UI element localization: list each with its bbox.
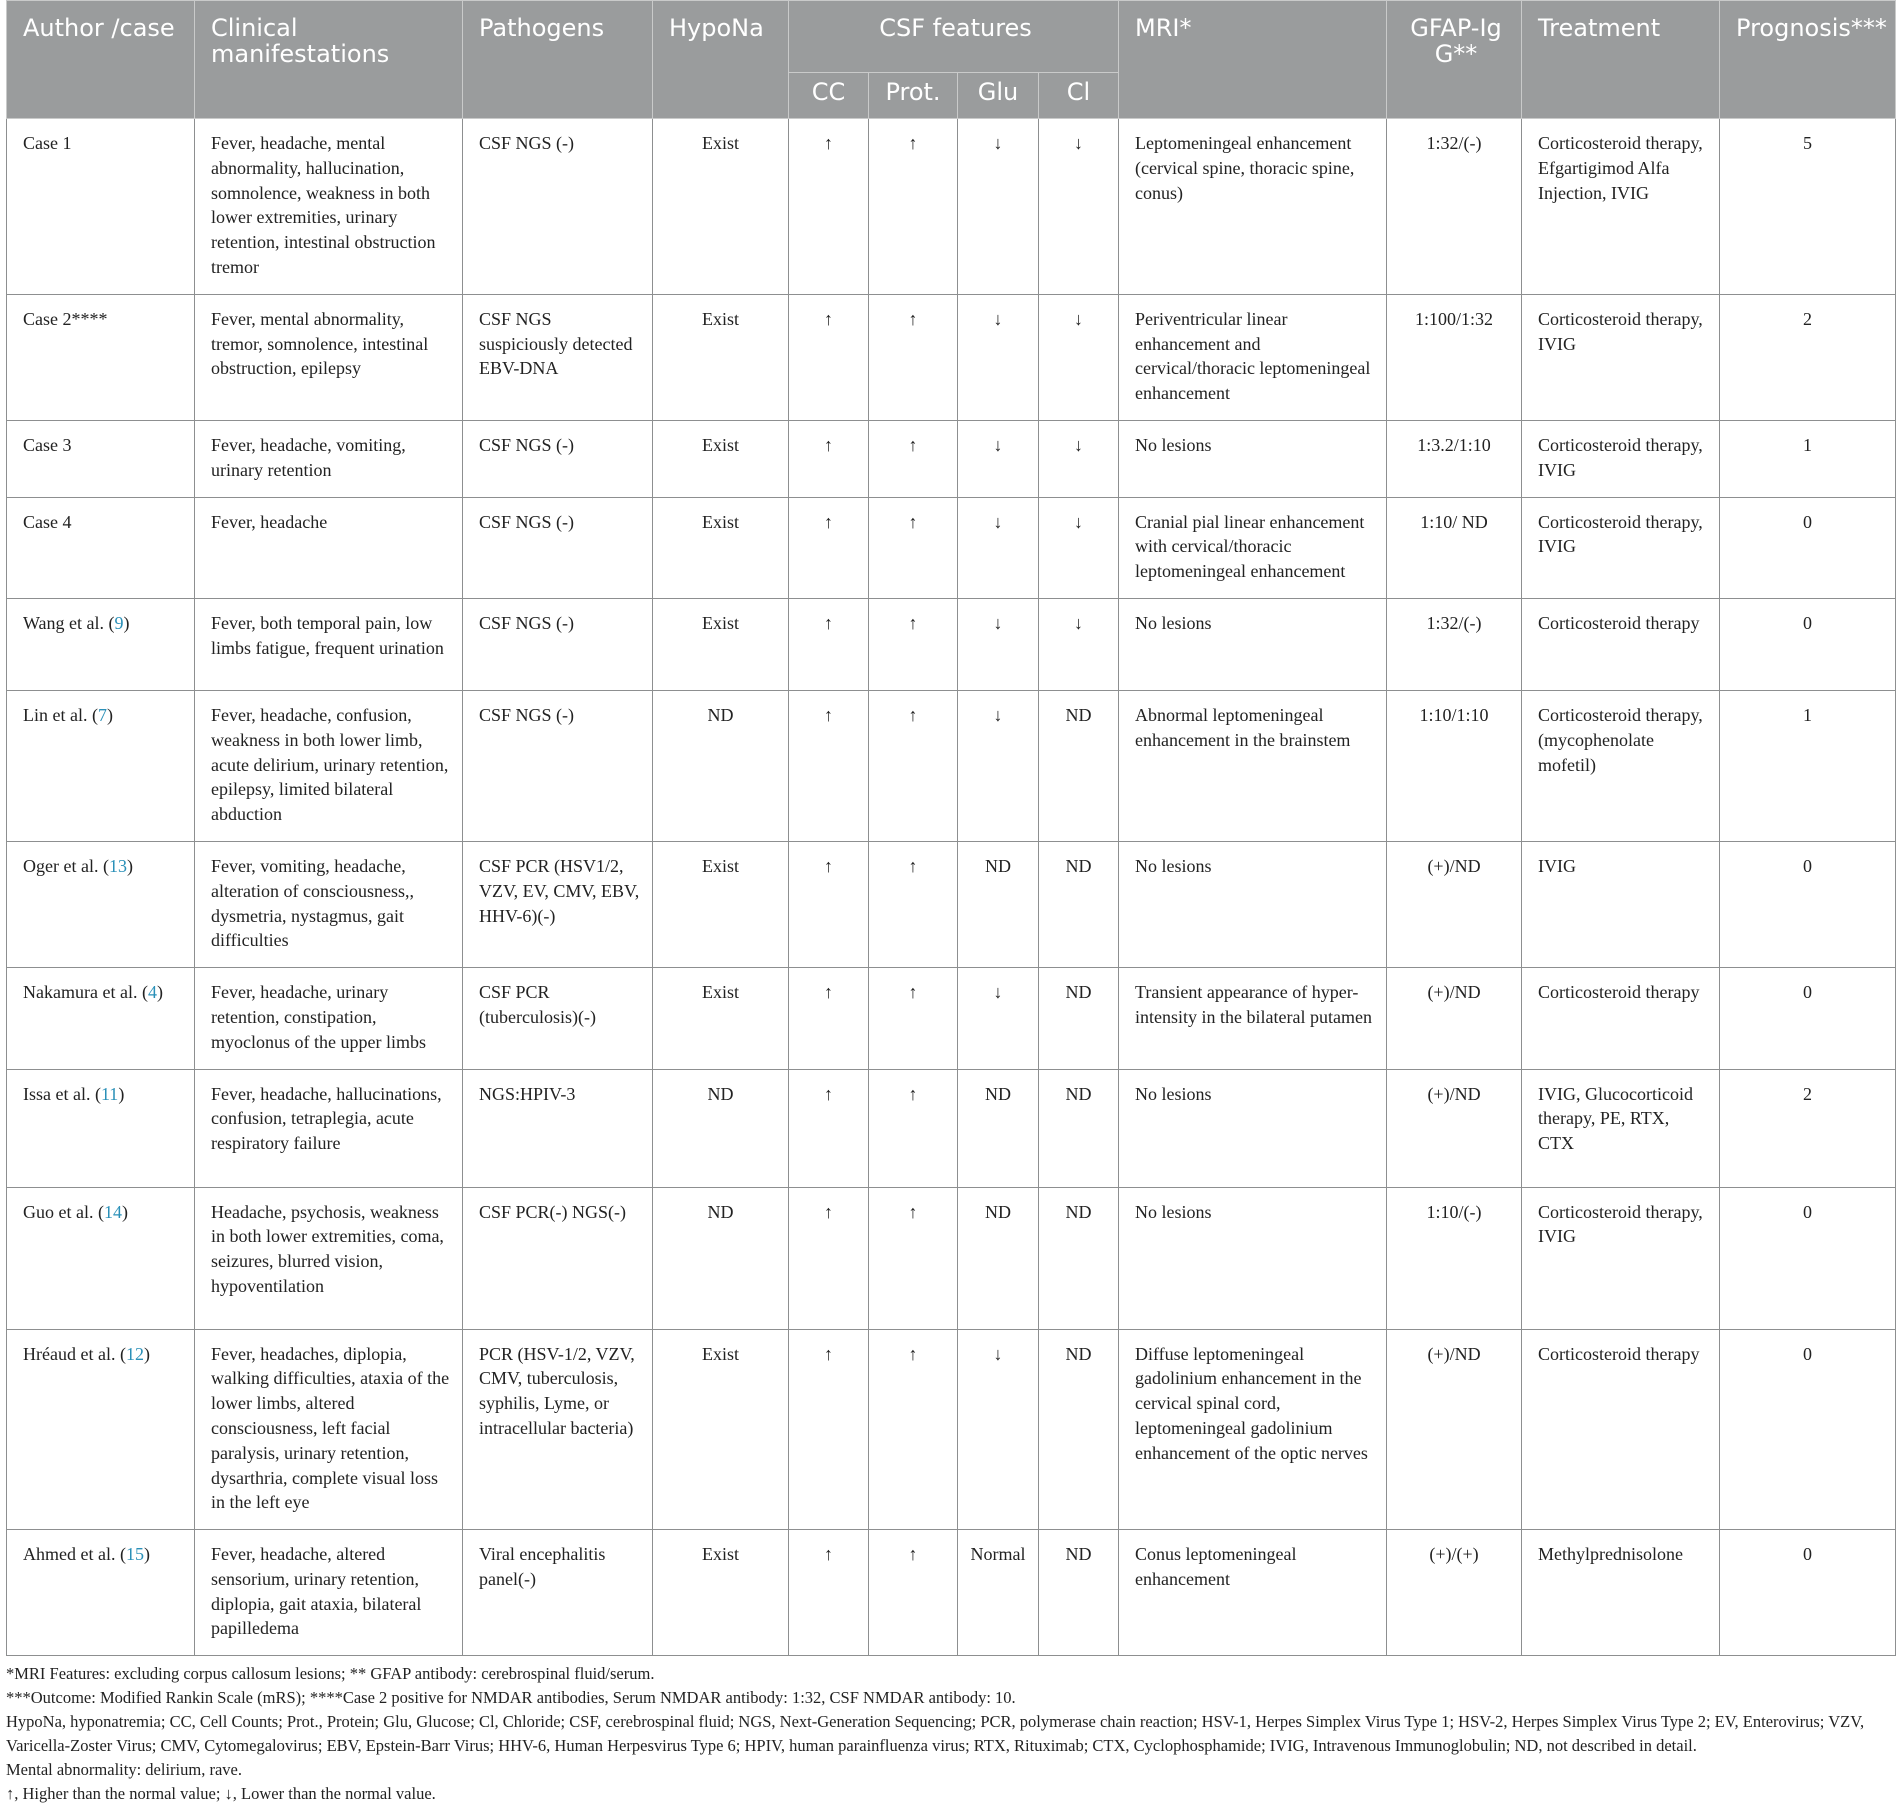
cell-prognosis: 0	[1720, 841, 1896, 967]
cell-gfap: (+)/ND	[1387, 841, 1522, 967]
cell-glu: ↓	[958, 119, 1039, 295]
table-row	[7, 1329, 1896, 1530]
cell-gfap: (+)/ND	[1387, 1069, 1522, 1187]
cell-prognosis: 2	[1720, 1069, 1896, 1187]
cell-prot: ↑	[869, 841, 958, 967]
cell-cc: ↑	[789, 119, 869, 295]
cell-prognosis: 0	[1720, 1187, 1896, 1329]
reference-link[interactable]: 9	[114, 612, 124, 633]
cell-pathogens: PCR (HSV-1/2, VZV, CMV, tuberculosis, syphilis, Lyme, or intracellular bacteria)	[463, 1329, 653, 1530]
cell-cc: ↑	[789, 841, 869, 967]
cell-pathogens: CSF NGS (-)	[463, 598, 653, 690]
cell-cc: ↑	[789, 1329, 869, 1530]
author-text: Wang et al. (	[23, 612, 115, 633]
cell-clinical: Fever, headache, urinary retention, constipation, myoclonus of the upper limbs	[195, 968, 463, 1069]
cell-cl: ↓	[1039, 497, 1119, 598]
cell-gfap: 1:32/(-)	[1387, 598, 1522, 690]
cell-pathogens: CSF NGS (-)	[463, 497, 653, 598]
reference-close-paren: )	[143, 1343, 150, 1364]
cell-author	[7, 968, 195, 1069]
cell-treatment: Corticosteroid therapy	[1522, 598, 1720, 690]
cell-cc: ↑	[789, 1069, 869, 1187]
cell-gfap: 1:32/(-)	[1387, 119, 1522, 295]
cell-pathogens: CSF NGS (-)	[463, 119, 653, 295]
table-row	[7, 1187, 1896, 1329]
cell-mri: No lesions	[1119, 1187, 1387, 1329]
cell-mri: No lesions	[1119, 1069, 1387, 1187]
cell-cc: ↑	[789, 598, 869, 690]
table-body	[7, 119, 1896, 1656]
header-pathogens: Pathogens	[463, 1, 653, 119]
cell-cl: ND	[1039, 841, 1119, 967]
cell-treatment: Corticosteroid therapy, IVIG	[1522, 497, 1720, 598]
reference-close-paren: )	[118, 1083, 125, 1104]
author-text: Case 3	[23, 434, 72, 455]
header-prognosis: Prognosis***	[1720, 1, 1896, 119]
cell-cc: ↑	[789, 1187, 869, 1329]
cell-author	[7, 1530, 195, 1656]
cell-pathogens: CSF PCR(-) NGS(-)	[463, 1187, 653, 1329]
header-hypona: HypoNa	[653, 1, 789, 119]
cell-gfap: (+)/(+)	[1387, 1530, 1522, 1656]
cell-cl: ND	[1039, 968, 1119, 1069]
cell-hypona: Exist	[653, 1329, 789, 1530]
cell-clinical: Fever, headache, altered sensorium, urinary retention, diplopia, gait ataxia, bilateral papilledema	[195, 1530, 463, 1656]
cell-prot: ↑	[869, 119, 958, 295]
cell-hypona: ND	[653, 690, 789, 841]
cell-cc: ↑	[789, 1530, 869, 1656]
author-text: Case 2****	[23, 308, 108, 329]
table-row	[7, 841, 1896, 967]
cell-treatment: Corticosteroid therapy, IVIG	[1522, 1187, 1720, 1329]
cell-cc: ↑	[789, 497, 869, 598]
header-cl: Cl	[1039, 73, 1119, 119]
reference-link[interactable]: 7	[97, 704, 107, 725]
header-mri: MRI*	[1119, 1, 1387, 119]
cell-clinical: Fever, vomiting, headache, alteration of consciousness,, dysmetria, nystagmus, gait difficulties	[195, 841, 463, 967]
cell-cl: ↓	[1039, 598, 1119, 690]
header-author: Author /case	[7, 1, 195, 119]
cell-hypona: Exist	[653, 497, 789, 598]
cell-clinical: Headache, psychosis, weakness in both lower extremities, coma, seizures, blurred vision, hypoventilation	[195, 1187, 463, 1329]
cell-cl: ↓	[1039, 294, 1119, 420]
author-text: Oger et al. (	[23, 855, 109, 876]
reference-link[interactable]: 13	[108, 855, 127, 876]
cell-pathogens: NGS:HPIV-3	[463, 1069, 653, 1187]
cell-pathogens: CSF NGS (-)	[463, 420, 653, 497]
header-treatment: Treatment	[1522, 1, 1720, 119]
cell-gfap: 1:10/1:10	[1387, 690, 1522, 841]
cell-clinical: Fever, headaches, diplopia, walking difficulties, ataxia of the lower limbs, altered consciousness, left facial paralysis, urinary retention, dysarthria, complete visual loss in the left eye	[195, 1329, 463, 1530]
reference-link[interactable]: 12	[125, 1343, 144, 1364]
footnote-line: Mental abnormality: delirium, rave.	[6, 1760, 242, 1780]
cell-glu: ↓	[958, 497, 1039, 598]
cell-mri: No lesions	[1119, 598, 1387, 690]
author-text: Hréaud et al. (	[23, 1343, 126, 1364]
cell-cl: ↓	[1039, 119, 1119, 295]
cell-pathogens: CSF PCR (tuberculosis)(-)	[463, 968, 653, 1069]
cell-gfap: 1:100/1:32	[1387, 294, 1522, 420]
cell-glu: ND	[958, 1069, 1039, 1187]
table-row	[7, 119, 1896, 295]
cell-cl: ND	[1039, 1187, 1119, 1329]
cell-pathogens: CSF NGS (-)	[463, 690, 653, 841]
cell-author	[7, 690, 195, 841]
cell-treatment: IVIG	[1522, 841, 1720, 967]
cell-glu: ↓	[958, 1329, 1039, 1530]
cell-gfap: 1:3.2/1:10	[1387, 420, 1522, 497]
author-text: Issa et al. (	[23, 1083, 101, 1104]
cell-author	[7, 598, 195, 690]
reference-link[interactable]: 15	[125, 1544, 144, 1565]
cell-mri: No lesions	[1119, 841, 1387, 967]
table-row	[7, 1530, 1896, 1656]
author-text: Ahmed et al. (	[23, 1544, 126, 1565]
cell-hypona: Exist	[653, 841, 789, 967]
table-header	[7, 1, 1896, 119]
cell-treatment: Methylprednisolone	[1522, 1530, 1720, 1656]
cell-hypona: Exist	[653, 1530, 789, 1656]
cell-mri: No lesions	[1119, 420, 1387, 497]
cell-cc: ↑	[789, 420, 869, 497]
table-container	[6, 0, 1895, 1806]
cell-prognosis: 5	[1720, 119, 1896, 295]
cell-prognosis: 0	[1720, 1530, 1896, 1656]
cell-author	[7, 1187, 195, 1329]
cell-hypona: Exist	[653, 968, 789, 1069]
cell-author	[7, 497, 195, 598]
reference-close-paren: )	[143, 1544, 150, 1565]
author-text: Lin et al. (	[23, 704, 98, 725]
cell-pathogens: Viral encephalitis panel(-)	[463, 1530, 653, 1656]
cell-prot: ↑	[869, 497, 958, 598]
reference-close-paren: )	[106, 704, 113, 725]
cell-gfap: (+)/ND	[1387, 1329, 1522, 1530]
table-row	[7, 420, 1896, 497]
cell-prognosis: 0	[1720, 968, 1896, 1069]
cell-glu: ↓	[958, 598, 1039, 690]
cell-glu: ND	[958, 1187, 1039, 1329]
cell-gfap: 1:10/(-)	[1387, 1187, 1522, 1329]
cell-cc: ↑	[789, 690, 869, 841]
cell-prot: ↑	[869, 1069, 958, 1187]
cell-mri: Periventricular linear enhancement and cervical/thoracic leptomeningeal enhancement	[1119, 294, 1387, 420]
table-row	[7, 598, 1896, 690]
cell-glu: ↓	[958, 690, 1039, 841]
cell-prognosis: 0	[1720, 598, 1896, 690]
table-row	[7, 690, 1896, 841]
cell-cl: ND	[1039, 690, 1119, 841]
cell-author	[7, 420, 195, 497]
cell-hypona: Exist	[653, 119, 789, 295]
cell-gfap: (+)/ND	[1387, 968, 1522, 1069]
cell-author	[7, 841, 195, 967]
cell-clinical: Fever, headache, mental abnormality, hallucination, somnolence, weakness in both lower extremities, urinary retention, intestinal obstruction tremor	[195, 119, 463, 295]
cell-glu: ↓	[958, 420, 1039, 497]
header-cc: CC	[789, 73, 869, 119]
cell-hypona: ND	[653, 1069, 789, 1187]
author-text: Nakamura et al. (	[23, 982, 148, 1003]
cell-clinical: Fever, mental abnormality, tremor, somnolence, intestinal obstruction, epilepsy	[195, 294, 463, 420]
cell-author	[7, 119, 195, 295]
cell-mri: Conus leptomeningeal enhancement	[1119, 1530, 1387, 1656]
cell-hypona: Exist	[653, 420, 789, 497]
table-row	[7, 968, 1896, 1069]
cell-clinical: Fever, headache	[195, 497, 463, 598]
header-gfap: GFAP-Ig G**	[1387, 1, 1522, 119]
cell-prot: ↑	[869, 1187, 958, 1329]
reference-link[interactable]: 14	[103, 1201, 122, 1222]
cell-cl: ND	[1039, 1069, 1119, 1187]
footnote-line: ***Outcome: Modified Rankin Scale (mRS); ****Case 2 positive for NMDAR antibodies, Serum NMDAR antibody: 1:32, CSF NMDAR antibody: 10.	[6, 1688, 1016, 1708]
cell-treatment: Corticosteroid therapy, (mycophenolate mofetil)	[1522, 690, 1720, 841]
author-text: Case 1	[23, 133, 72, 153]
author-text: Guo et al. (	[23, 1201, 104, 1222]
cell-glu: ↓	[958, 294, 1039, 420]
cell-glu: ND	[958, 841, 1039, 967]
cell-prot: ↑	[869, 598, 958, 690]
footnote-line: *MRI Features: excluding corpus callosum lesions; ** GFAP antibody: cerebrospinal fluid/serum.	[6, 1664, 655, 1684]
cell-author	[7, 1069, 195, 1187]
header-glu: Glu	[958, 73, 1039, 119]
cell-prognosis: 2	[1720, 294, 1896, 420]
cell-prot: ↑	[869, 420, 958, 497]
reference-close-paren: )	[156, 982, 163, 1003]
reference-close-paren: )	[121, 1201, 128, 1222]
cell-glu: Normal	[958, 1530, 1039, 1656]
cell-treatment: Corticosteroid therapy, Efgartigimod Alfa Injection, IVIG	[1522, 119, 1720, 295]
cell-gfap: 1:10/ ND	[1387, 497, 1522, 598]
cell-prognosis: 1	[1720, 420, 1896, 497]
cell-cc: ↑	[789, 294, 869, 420]
cell-mri: Leptomeningeal enhancement (cervical spine, thoracic spine, conus)	[1119, 119, 1387, 295]
cell-pathogens: CSF PCR (HSV1/2, VZV, EV, CMV, EBV, HHV-6)(-)	[463, 841, 653, 967]
author-text: Case 4	[23, 511, 72, 532]
reference-close-paren: )	[126, 855, 133, 876]
cell-cl: ND	[1039, 1530, 1119, 1656]
cell-clinical: Fever, headache, vomiting, urinary retention	[195, 420, 463, 497]
clinical-data-table	[6, 0, 1896, 1656]
cell-clinical: Fever, both temporal pain, low limbs fatigue, frequent urination	[195, 598, 463, 690]
cell-prognosis: 1	[1720, 690, 1896, 841]
footnote-line: ↑, Higher than the normal value; ↓, Lower than the normal value.	[6, 1784, 436, 1804]
cell-clinical: Fever, headache, confusion, weakness in both lower limb, acute delirium, urinary retention, epilepsy, limited bilateral abduction	[195, 690, 463, 841]
cell-author	[7, 1329, 195, 1530]
footnote-line: HypoNa, hyponatremia; CC, Cell Counts; Prot., Protein; Glu, Glucose; Cl, Chloride; CSF, cerebrospinal fluid; NGS, Next-Generation Sequencing; PCR, polymerase chain reaction; HSV-1, Herpes Simplex Virus Type 1; HSV-2, Herpes Simplex Virus Type 2; EV, Enterovirus; VZV, Varicella-Zoster Virus; CMV, Cytomegalovirus; EBV, Epstein-Barr Virus; HHV-6, Human Herpesvirus Type 6; HPIV, human parainfluenza virus; RTX, Rituximab; CTX, Cyclophosphamide; IVIG, Intravenous Immunoglobulin; ND, not described in detail.	[6, 1712, 1865, 1756]
table-row	[7, 1069, 1896, 1187]
reference-close-paren: )	[123, 612, 130, 633]
cell-prot: ↑	[869, 690, 958, 841]
cell-treatment: Corticosteroid therapy, IVIG	[1522, 294, 1720, 420]
reference-link[interactable]: 4	[147, 982, 157, 1003]
cell-prot: ↑	[869, 968, 958, 1069]
cell-mri: Diffuse leptomeningeal gadolinium enhancement in the cervical spinal cord, leptomeningeal gadolinium enhancement of the optic nerves	[1119, 1329, 1387, 1530]
cell-author	[7, 294, 195, 420]
reference-link[interactable]: 11	[100, 1083, 119, 1104]
cell-prognosis: 0	[1720, 497, 1896, 598]
header-clinical: Clinical manifestations	[195, 1, 463, 119]
cell-glu: ↓	[958, 968, 1039, 1069]
cell-treatment: Corticosteroid therapy	[1522, 1329, 1720, 1530]
cell-mri: Transient appearance of hyper-intensity in the bilateral putamen	[1119, 968, 1387, 1069]
cell-cc: ↑	[789, 968, 869, 1069]
table-footnotes	[6, 1662, 1895, 1806]
cell-cl: ND	[1039, 1329, 1119, 1530]
cell-prot: ↑	[869, 1329, 958, 1530]
cell-treatment: Corticosteroid therapy, IVIG	[1522, 420, 1720, 497]
cell-hypona: Exist	[653, 294, 789, 420]
cell-hypona: Exist	[653, 598, 789, 690]
cell-mri: Cranial pial linear enhancement with cervical/thoracic leptomeningeal enhancement	[1119, 497, 1387, 598]
cell-prot: ↑	[869, 1530, 958, 1656]
cell-prot: ↑	[869, 294, 958, 420]
header-csf-features: CSF features	[789, 1, 1119, 73]
cell-hypona: ND	[653, 1187, 789, 1329]
cell-pathogens: CSF NGS suspiciously detected EBV-DNA	[463, 294, 653, 420]
cell-treatment: IVIG, Glucocorticoid therapy, PE, RTX, CTX	[1522, 1069, 1720, 1187]
cell-prognosis: 0	[1720, 1329, 1896, 1530]
cell-clinical: Fever, headache, hallucinations, confusion, tetraplegia, acute respiratory failure	[195, 1069, 463, 1187]
header-prot: Prot.	[869, 73, 958, 119]
cell-mri: Abnormal leptomeningeal enhancement in the brainstem	[1119, 690, 1387, 841]
cell-treatment: Corticosteroid therapy	[1522, 968, 1720, 1069]
table-row	[7, 497, 1896, 598]
table-row	[7, 294, 1896, 420]
cell-cl: ↓	[1039, 420, 1119, 497]
